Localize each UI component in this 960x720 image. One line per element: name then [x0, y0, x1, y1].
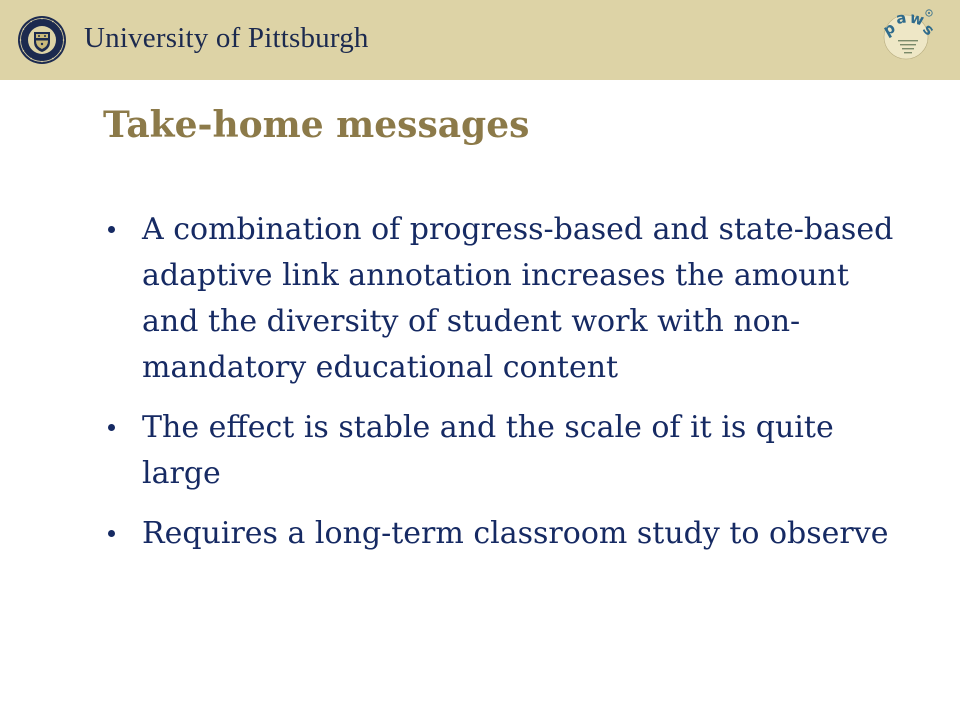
bullet-dot-icon [108, 530, 115, 537]
svg-text:s: s [919, 20, 939, 40]
header-band [0, 0, 960, 80]
university-name: University of Pittsburgh [84, 22, 369, 54]
svg-text:w: w [907, 8, 927, 30]
bullet-item [104, 207, 914, 391]
svg-text:a: a [894, 8, 908, 28]
bullet-item [104, 405, 914, 497]
bullet-list [104, 207, 914, 571]
bullet-item [104, 511, 914, 557]
svg-text:p: p [880, 18, 899, 40]
university-seal-icon [17, 15, 67, 65]
bullet-text: Requires a long-term classroom study to observe [142, 516, 889, 551]
bullet-text: A combination of progress-based and state-based adaptive link annotation increases the amount and the diversity of student work with non-mandatory educational content [142, 212, 894, 385]
paws-logo-icon [876, 4, 939, 68]
bullet-text: The effect is stable and the scale of it is quite large [142, 410, 834, 491]
slide-title: Take-home messages [103, 104, 530, 146]
bullet-dot-icon [108, 424, 115, 431]
bullet-dot-icon [108, 226, 115, 233]
